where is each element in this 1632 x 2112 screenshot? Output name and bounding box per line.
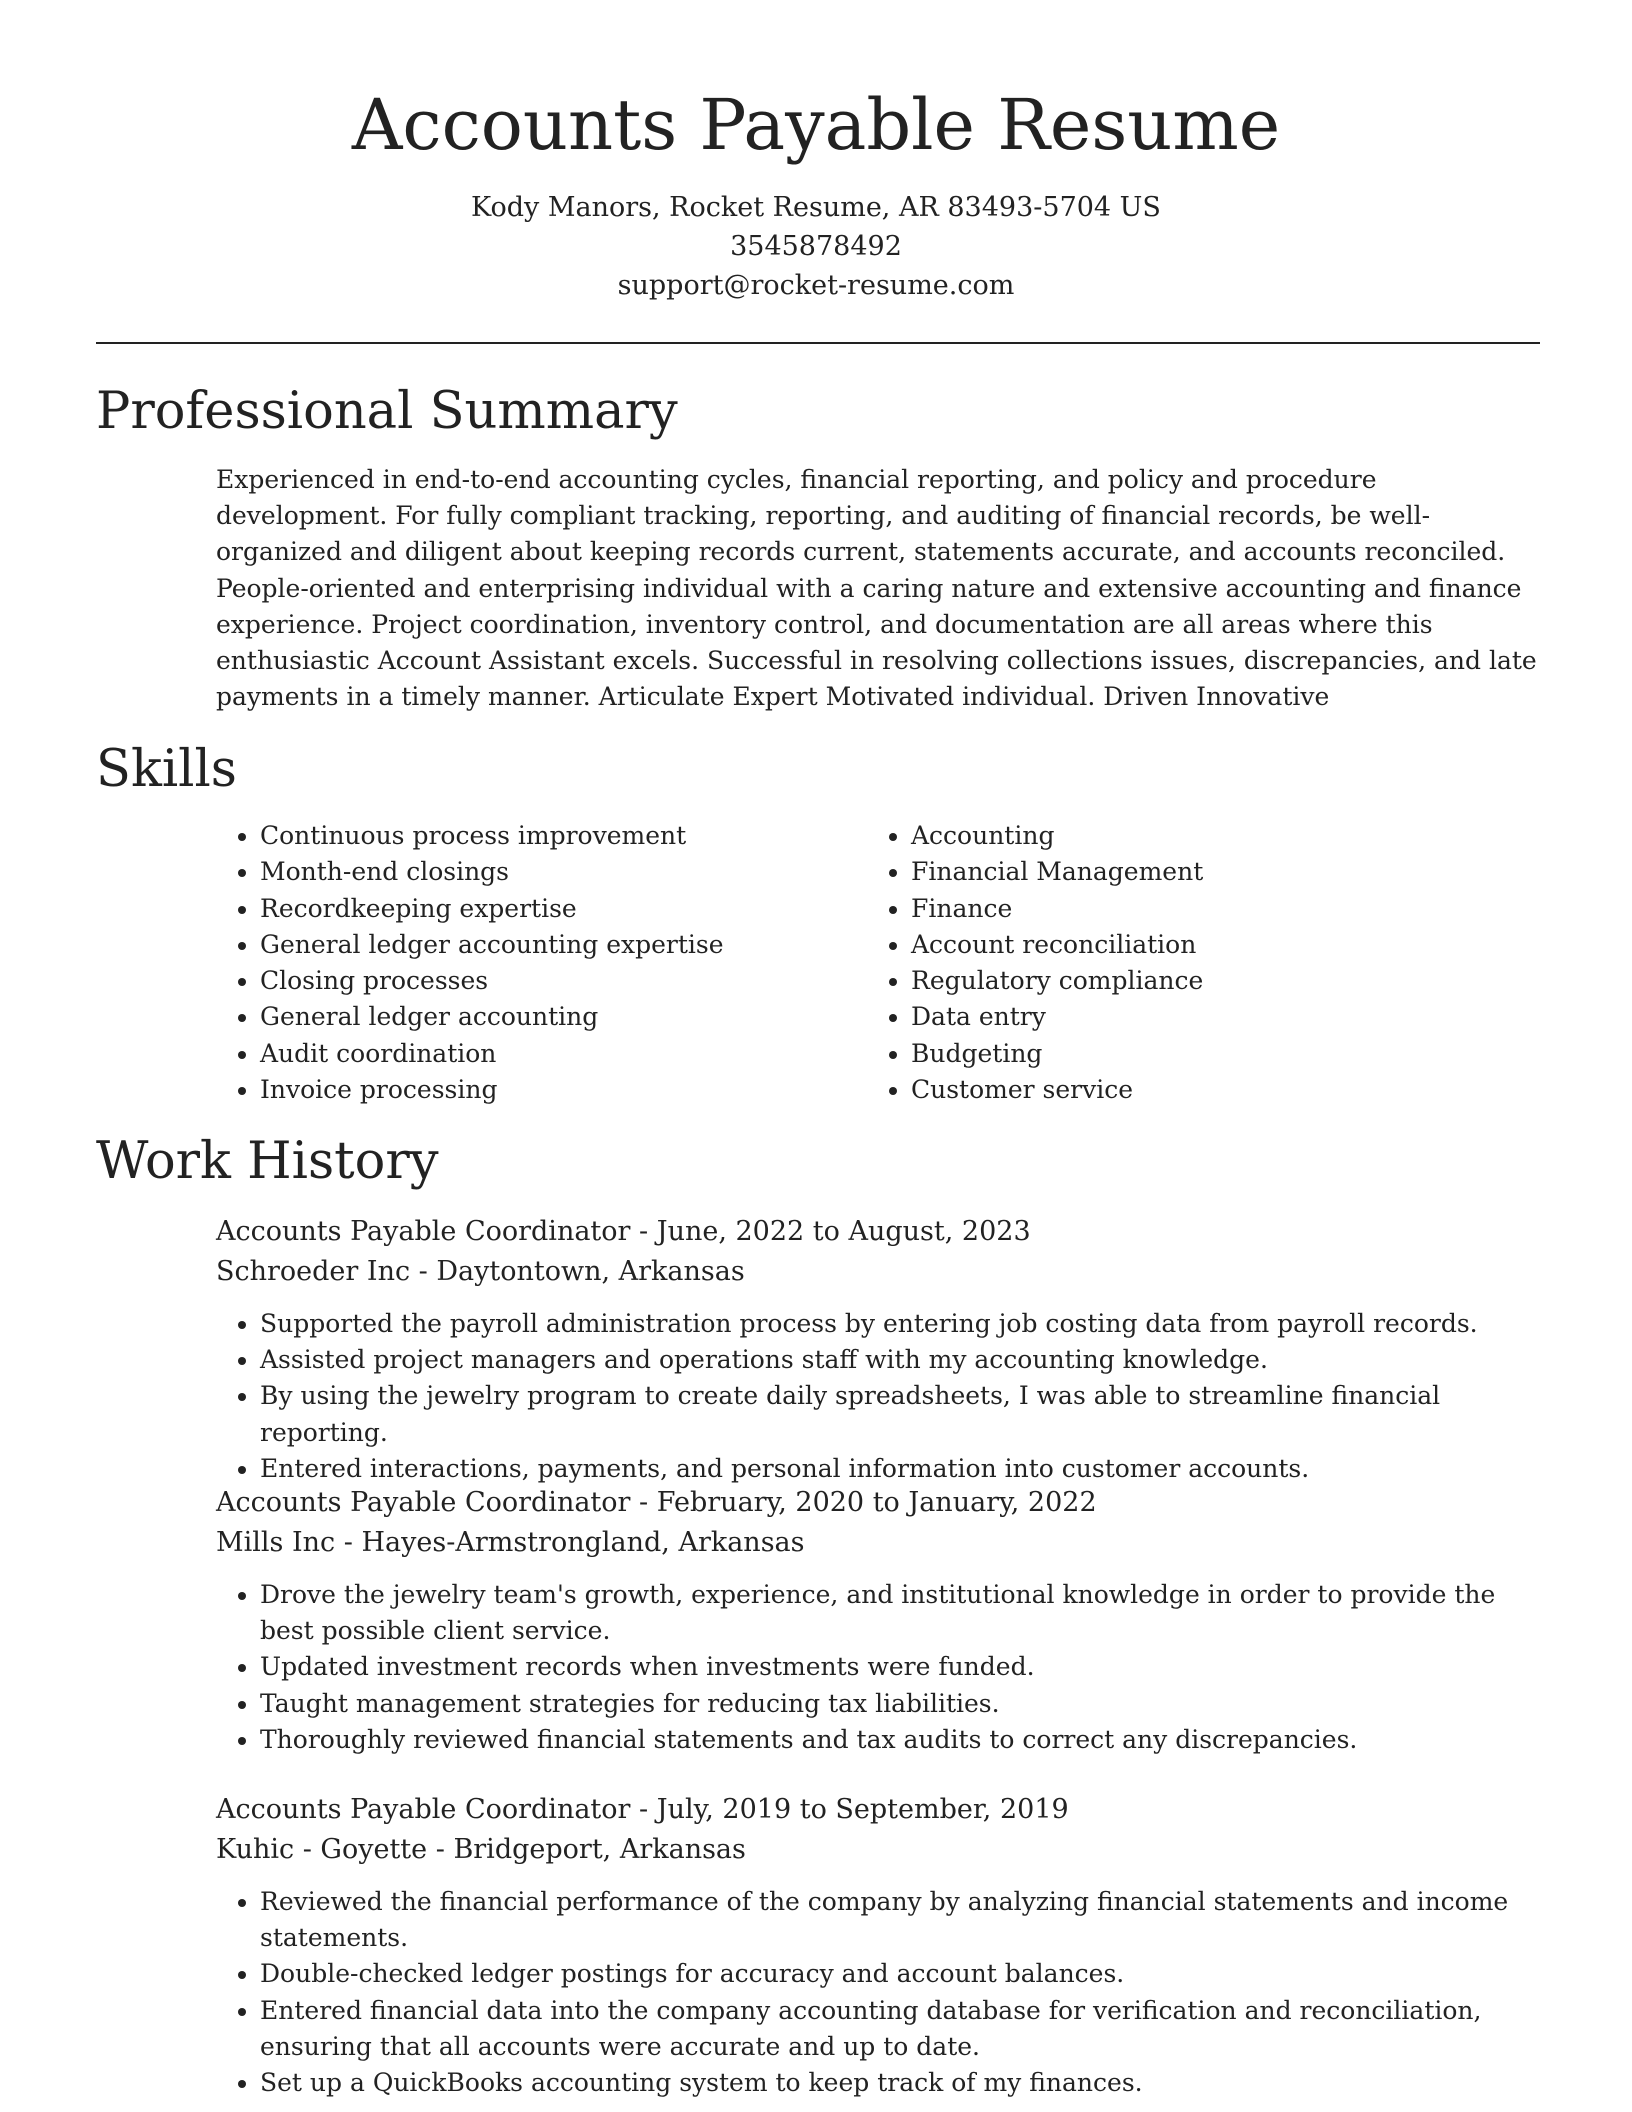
job-bullet: • Reviewed the financial performance of the company by analyzing financial statements and income statements. [260, 1884, 1546, 1956]
job-title-line: Accounts Payable Coordinator - February, 2020 to January, 2022 [216, 1487, 1097, 1518]
job-title: Accounts Payable Coordinator [216, 1216, 631, 1247]
contact-phone: 3545878492 [730, 231, 902, 262]
job-company-line: Mills Inc - Hayes-Armstrongland, Arkansas [216, 1527, 805, 1558]
header-divider [96, 342, 1540, 344]
skills-list-right [867, 818, 1511, 1108]
skill-item: • Month-end closings [260, 854, 860, 890]
job-bullet: • Taught management strategies for reducing tax liabilities. [260, 1686, 1546, 1722]
resume-header [0, 80, 1632, 305]
contact-address: Kody Manors, Rocket Resume, AR 83493-5704 US [471, 192, 1161, 223]
job-entry [216, 1790, 1546, 2101]
job-company: Schroeder Inc [216, 1256, 411, 1287]
summary-heading: Professional Summary [96, 382, 678, 441]
skill-item: • Audit coordination [260, 1036, 860, 1072]
job-bullet: • By using the jewelry program to create daily spreadsheets, I was able to streamline financial reporting. [260, 1378, 1546, 1450]
skill-item: • Closing processes [260, 963, 860, 999]
skill-item: • Data entry [911, 999, 1511, 1035]
job-company: Mills Inc [216, 1527, 336, 1558]
job-dates: June, 2022 to August, 2023 [656, 1216, 1031, 1247]
contact-email[interactable]: support@rocket-resume.com [617, 270, 1015, 301]
job-bullets [216, 1884, 1546, 2101]
skills-heading: Skills [96, 740, 237, 799]
job-entry [216, 1212, 1546, 1487]
job-bullets [216, 1577, 1546, 1758]
job-bullet: • Supported the payroll administration process by entering job costing data from payroll records. [260, 1306, 1546, 1342]
job-title-line: Accounts Payable Coordinator - July, 2019 to September, 2019 [216, 1794, 1069, 1825]
job-bullet: • Set up a QuickBooks accounting system to keep track of my finances. [260, 2065, 1546, 2101]
job-company-line: Kuhic - Goyette - Bridgeport, Arkansas [216, 1834, 746, 1865]
skill-item: • Invoice processing [260, 1072, 860, 1108]
skill-item: • Account reconciliation [911, 927, 1511, 963]
job-company: Kuhic - Goyette [216, 1834, 428, 1865]
skill-item: • Financial Management [911, 854, 1511, 890]
job-bullet: • Double-checked ledger postings for accuracy and account balances. [260, 1956, 1546, 1992]
skill-item: • Recordkeeping expertise [260, 891, 860, 927]
skill-item: • Budgeting [911, 1036, 1511, 1072]
skill-item: • Finance [911, 891, 1511, 927]
skill-item: • General ledger accounting expertise [260, 927, 860, 963]
job-title: Accounts Payable Coordinator [216, 1794, 631, 1825]
job-dates: February, 2020 to January, 2022 [656, 1487, 1097, 1518]
skill-item: • Customer service [911, 1072, 1511, 1108]
skill-item: • Continuous process improvement [260, 818, 860, 854]
skill-item: • General ledger accounting [260, 999, 860, 1035]
summary-text: Experienced in end-to-end accounting cycles, financial reporting, and policy and procedure development. For fully compliant tracking, reporting, and auditing of financial records, be well-organized and diligent about keeping records current, statements accurate, and accounts reconciled. People-oriented and enterprising individual with a caring nature and extensive accounting and finance experience. Project coordination, inventory control, and documentation are all areas where this enthusiastic Account Assistant excels. Successful in resolving collections issues, discrepancies, and late payments in a timely manner. Articulate Expert Motivated individual. Driven Innovative [216, 465, 1537, 712]
job-bullet: • Updated investment records when investments were funded. [260, 1649, 1546, 1685]
job-bullet: • Assisted project managers and operations staff with my accounting knowledge. [260, 1342, 1546, 1378]
job-entry [216, 1483, 1546, 1758]
job-bullet: • Thoroughly reviewed financial statements and tax audits to correct any discrepancies. [260, 1722, 1546, 1758]
skill-item: • Accounting [911, 818, 1511, 854]
work-history-heading: Work History [96, 1132, 439, 1191]
skills-list-left [216, 818, 860, 1108]
contact-block [0, 188, 1632, 305]
job-location: Daytontown, Arkansas [436, 1256, 745, 1287]
job-company-line: Schroeder Inc - Daytontown, Arkansas [216, 1256, 745, 1287]
job-location: Hayes-Armstrongland, Arkansas [361, 1527, 805, 1558]
job-bullet: • Entered interactions, payments, and personal information into customer accounts. [260, 1451, 1546, 1487]
job-dates: July, 2019 to September, 2019 [656, 1794, 1069, 1825]
resume-title: Accounts Payable Resume [351, 84, 1281, 166]
job-location: Bridgeport, Arkansas [453, 1834, 746, 1865]
job-bullet: • Entered financial data into the company accounting database for verification and reconciliation, ensuring that all accounts were accurate and up to date. [260, 1993, 1546, 2065]
job-title-line: Accounts Payable Coordinator - June, 2022 to August, 2023 [216, 1216, 1031, 1247]
job-bullets [216, 1306, 1546, 1487]
job-title: Accounts Payable Coordinator [216, 1487, 631, 1518]
job-bullet: • Drove the jewelry team's growth, experience, and institutional knowledge in order to provide the best possible client service. [260, 1577, 1546, 1649]
skill-item: • Regulatory compliance [911, 963, 1511, 999]
